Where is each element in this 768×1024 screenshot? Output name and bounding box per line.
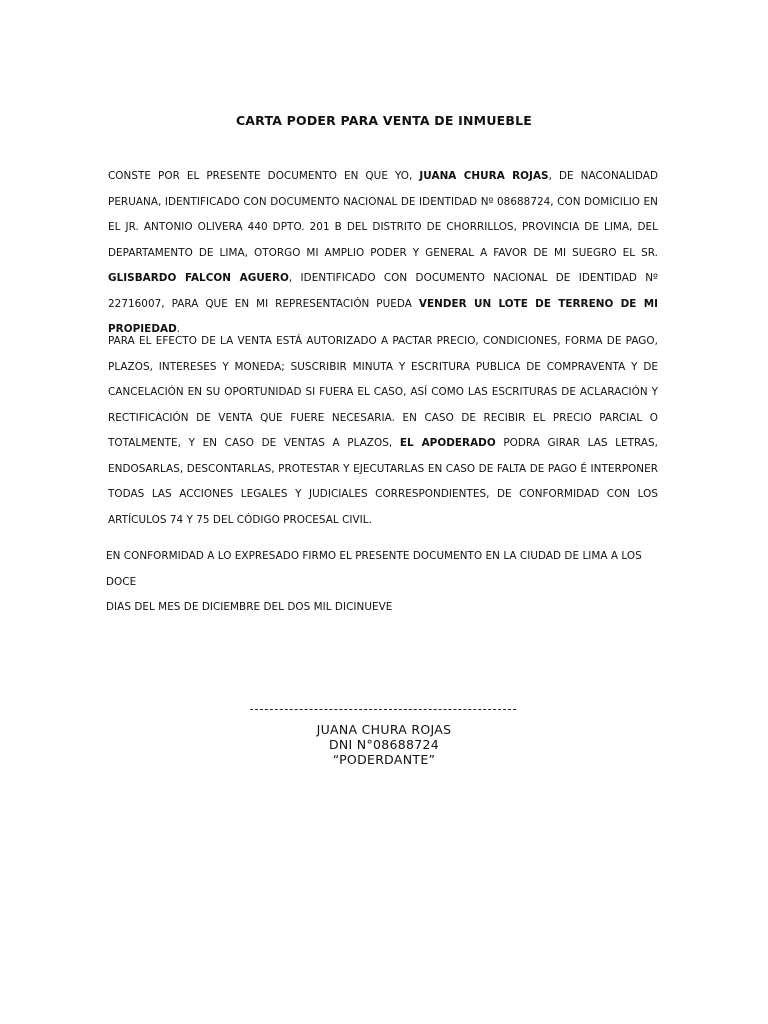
conformity-line: EN CONFORMIDAD A LO EXPRESADO FIRMO EL PRESENTE DOCUMENTO EN LA CIUDAD DE LIMA A LOS DOCE: [106, 550, 642, 588]
document-title: CARTA PODER PARA VENTA DE INMUEBLE: [235, 113, 533, 128]
paragraph-text: , IDENTIFICADO CON DOCUMENTO NACIONAL DE IDENTIDAD Nº 22716007, PARA QUE EN MI REPRESENTACIÓN PUEDA: [108, 272, 658, 310]
signer-role: “PODERDANTE”: [332, 752, 436, 767]
conformity-line: DIAS DEL MES DE DICIEMBRE DEL DOS MIL DICINUEVE: [106, 601, 393, 613]
paragraph-text: , DE NACONALIDAD PERUANA, IDENTIFICADO CON DOCUMENTO NACIONAL DE IDENTIDAD Nº 08688724, CON DOMICILIO EN EL JR. ANTONIO OLIVERA 440 DPTO. 201 B DEL DISTRITO DE CHORRILLOS, PROVINCIA DE LIMA, DEL DEPARTAMENTO DE LIMA, OTORGO MI AMPLIO PODER Y GENERAL A FAVOR DE MI SUEGRO EL SR.: [108, 170, 658, 259]
purpose-text: VENDER UN LOTE DE TERRENO DE MI PROPIEDAD: [108, 297, 659, 335]
signer-name: JUANA CHURA ROJAS: [316, 722, 452, 737]
paragraph-text: PARA EL EFECTO DE LA VENTA ESTÁ AUTORIZADO A PACTAR PRECIO, CONDICIONES, FORMA DE PAGO, PLAZOS, INTERESES Y MONEDA; SUSCRIBIR MINUTA Y ESCRITURA PUBLICA DE COMPRAVENTA Y DE CANCELACIÓN EN SU OPORTUNIDAD SI FUERA EL CASO, ASÍ COMO LAS ESCRITURAS DE ACLARACIÓN Y RECTIFICACIÓN DE VENTA QUE FUERE NECESARIA. EN CASO DE RECIBIR EL PRECIO PARCIAL O TOTALMENTE, Y EN CASO DE VENTAS A PLAZOS,: [108, 335, 658, 449]
paragraph-text: CONSTE POR EL PRESENTE DOCUMENTO EN QUE YO,: [108, 170, 420, 182]
paragraph-text: PODRA GIRAR LAS LETRAS, ENDOSARLAS, DESCONTARLAS, PROTESTAR Y EJECUTARLAS EN CASO DE FALTA DE PAGO É INTERPONER TODAS LAS ACCIONES LEGALES Y JUDICIALES CORRESPONDIENTES, DE CONFORMIDAD CON LOS ARTÍCULOS 74 Y 75 DEL CÓDIGO PROCESAL CIVIL.: [108, 437, 658, 526]
signature-line: [250, 709, 516, 710]
paragraph-grant-of-power: [108, 164, 658, 343]
paragraph-text: .: [176, 323, 181, 335]
paragraph-authority-scope: [108, 329, 658, 533]
attorney-name: GLISBARDO FALCON AGUERO: [108, 272, 289, 284]
attorney-label: EL APODERADO: [399, 437, 496, 449]
signer-dni: DNI N°08688724: [328, 737, 440, 752]
paragraph-conformity: [106, 544, 666, 621]
grantor-name: JUANA CHURA ROJAS: [419, 170, 549, 182]
